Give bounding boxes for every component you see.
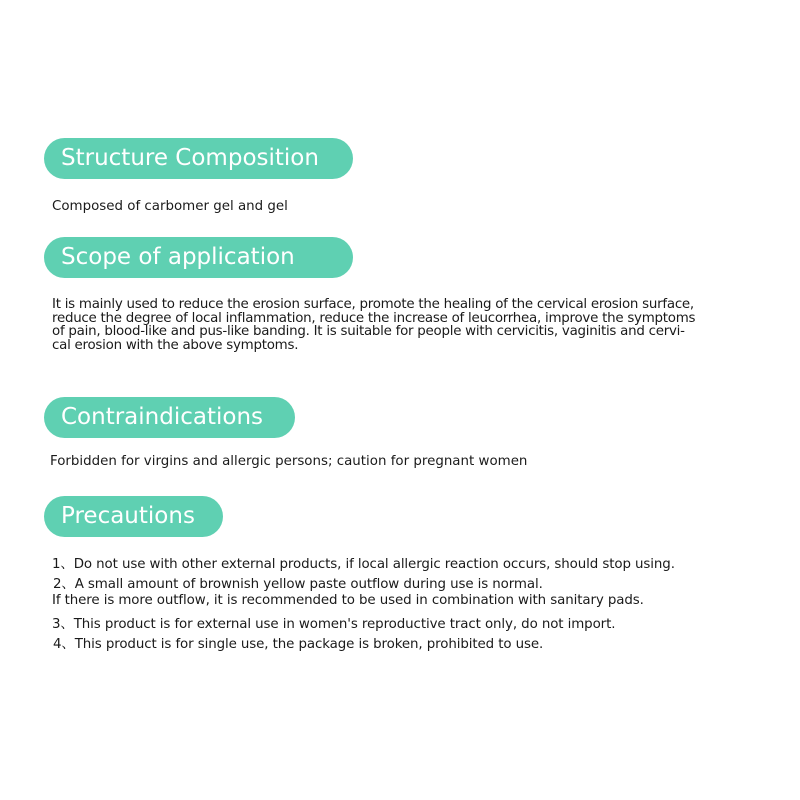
contraindications-text: Forbidden for virgins and allergic persons; caution for pregnant women [50,454,528,469]
scope-line: reduce the degree of local inflammation, reduce the increase of leucorrhea, improve the symptoms [52,310,696,326]
scope-line: of pain, blood-like and pus-like banding. It is suitable for people with cervicitis, vaginitis and cervi- [52,324,685,339]
scope-line: cal erosion with the above symptoms. [52,337,299,353]
precaution-item-2-continued: If there is more outflow, it is recommended to be used in combination with sanitary pads. [52,593,644,608]
precaution-item-4: 4、This product is for single use, the package is broken, prohibited to use. [53,637,544,652]
structure-composition-heading: Structure Composition [44,138,353,179]
contraindications-heading: Contraindications [44,397,295,438]
scope-of-application-paragraph [52,298,764,352]
structure-composition-text: Composed of carbomer gel and gel [52,199,288,214]
precautions-heading: Precautions [44,496,223,537]
precaution-item-1: 1、Do not use with other external products, if local allergic reaction occurs, should stop using. [52,557,675,572]
scope-line: It is mainly used to reduce the erosion surface, promote the healing of the cervical erosion surface, [52,297,694,312]
precaution-item-2: 2、A small amount of brownish yellow paste outflow during use is normal. [53,577,543,592]
scope-of-application-heading: Scope of application [44,237,353,278]
precaution-item-3: 3、This product is for external use in women's reproductive tract only, do not import. [52,617,616,632]
